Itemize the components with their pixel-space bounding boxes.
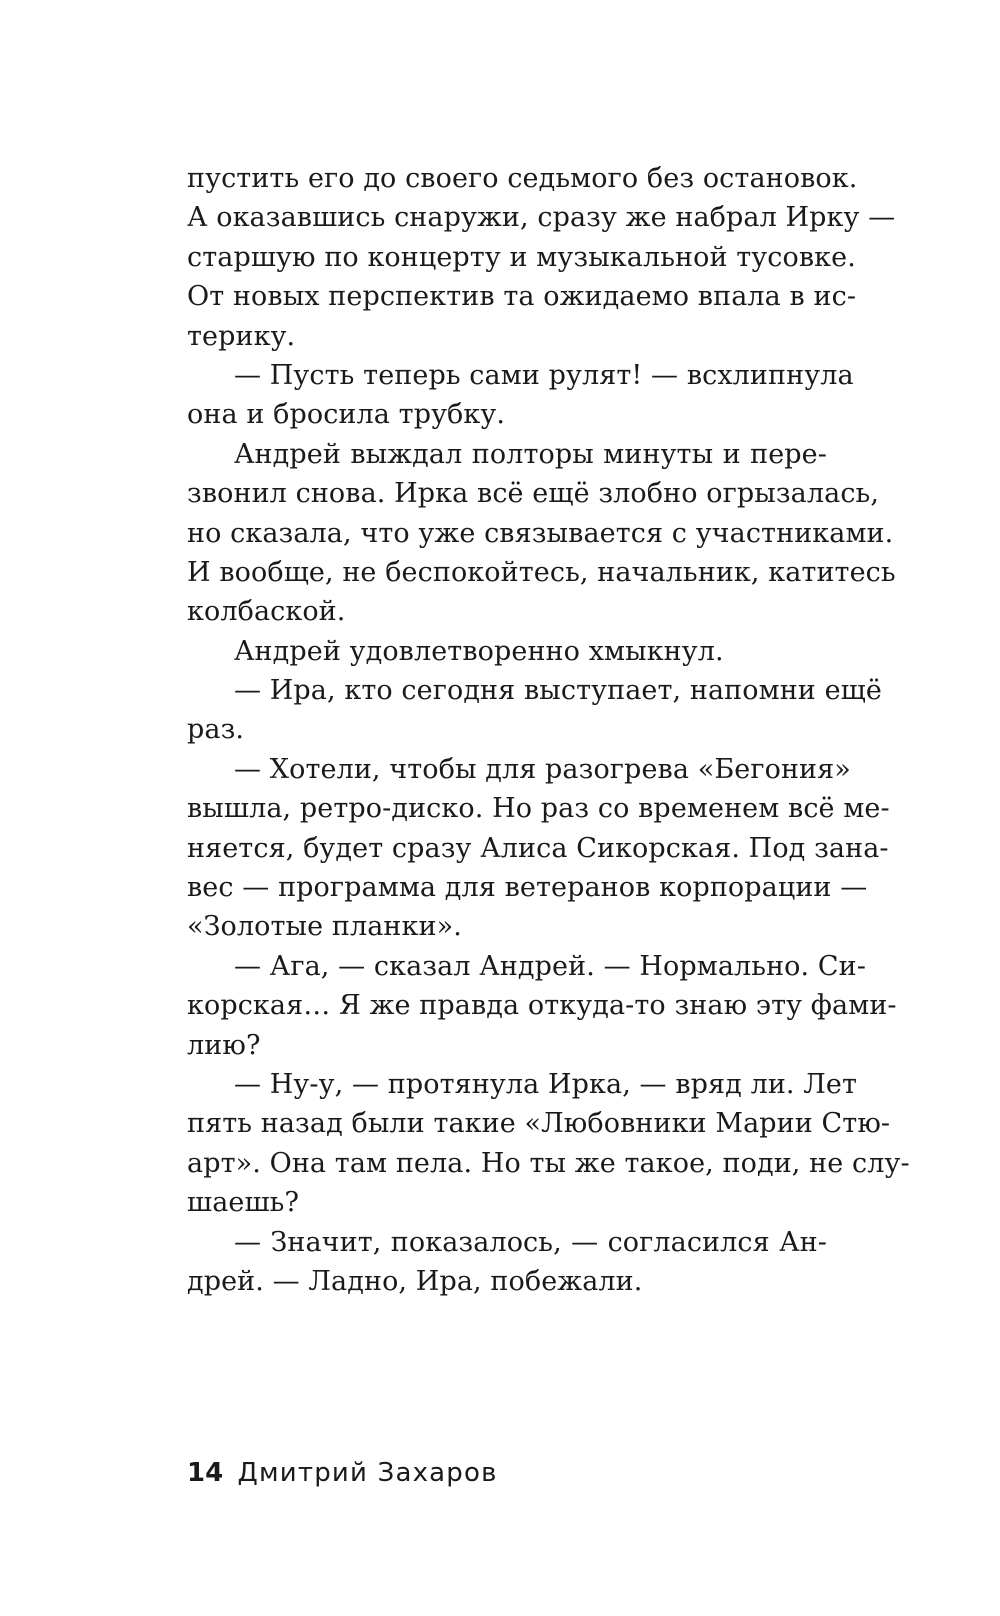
- text-line: но сказала, что уже связывается с участниками.: [187, 517, 894, 549]
- text-line: арт». Она там пела. Но ты же такое, поди, не слу-: [187, 1147, 910, 1179]
- body-text: [187, 159, 910, 1301]
- author-name: Дмитрий Захаров: [237, 1458, 498, 1488]
- text-line: Андрей удовлетворенно хмыкнул.: [234, 635, 724, 667]
- text-line: — Ну-у, — протянула Ирка, — вряд ли. Лет: [234, 1068, 858, 1100]
- text-line: И вообще, не беспокойтесь, начальник, катитесь: [187, 556, 896, 588]
- text-line: корская… Я же правда откуда-то знаю эту фами-: [187, 990, 897, 1022]
- text-line: Андрей выждал полторы минуты и пере-: [234, 438, 827, 470]
- text-line: — Ага, — сказал Андрей. — Нормально. Си-: [234, 950, 866, 982]
- text-line: терику.: [187, 320, 296, 352]
- page-number: 14: [187, 1458, 224, 1488]
- text-line: старшую по концерту и музыкальной тусовке.: [187, 241, 856, 273]
- text-line: — Хотели, чтобы для разогрева «Бегония»: [234, 753, 851, 785]
- text-line: раз.: [187, 714, 245, 746]
- text-line: вес — программа для ветеранов корпорации —: [187, 872, 868, 904]
- text-line: звонил снова. Ирка всё ещё злобно огрызалась,: [187, 478, 880, 510]
- text-line: — Пусть теперь сами рулят! — всхлипнула: [234, 359, 854, 391]
- text-line: колбаской.: [187, 596, 346, 628]
- text-line: «Золотые планки».: [187, 911, 462, 943]
- text-line: пять назад были такие «Любовники Марии Стю-: [187, 1108, 891, 1140]
- text-line: — Ира, кто сегодня выступает, напомни ещё: [234, 675, 882, 707]
- text-line: лию?: [187, 1029, 261, 1061]
- text-line: она и бросила трубку.: [187, 399, 506, 431]
- text-line: пустить его до своего седьмого без остановок.: [187, 163, 858, 194]
- text-line: вышла, ретро-диско. Но раз со временем всё ме-: [187, 793, 890, 825]
- text-line: няется, будет сразу Алиса Сикорская. Под зана-: [187, 832, 889, 864]
- text-line: А оказавшись снаружи, сразу же набрал Ирку —: [187, 202, 896, 234]
- page-footer: [187, 1458, 498, 1488]
- text-line: шаешь?: [187, 1187, 300, 1219]
- text-line: дрей. — Ладно, Ира, побежали.: [187, 1265, 643, 1297]
- text-line: — Значит, показалось, — согласился Ан-: [234, 1226, 827, 1258]
- text-line: От новых перспектив та ожидаемо впала в ис-: [187, 281, 857, 313]
